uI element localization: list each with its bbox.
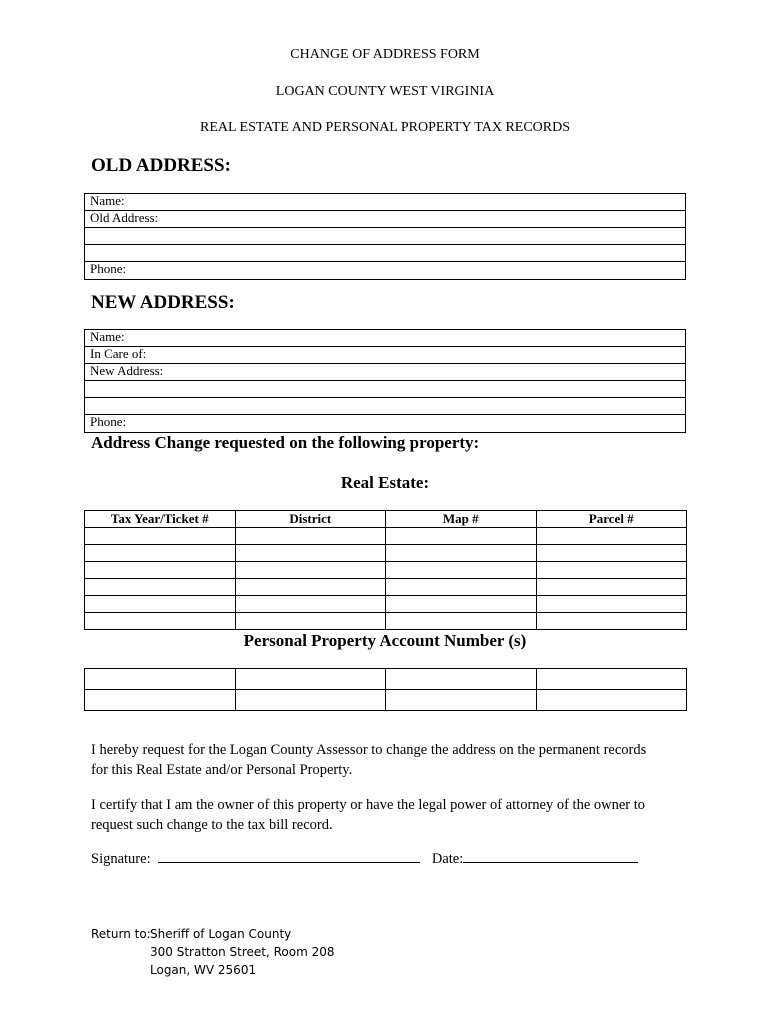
personal-property-cell[interactable] [386,690,537,711]
old-address-line-3[interactable] [85,245,685,262]
personal-property-cell[interactable] [386,669,537,690]
date-line[interactable] [463,849,638,863]
real-estate-cell[interactable] [85,528,236,545]
new-address-box [84,329,686,433]
table-row [85,596,687,613]
date-label: Date: [431,851,464,867]
return-address-line-1: Sheriff of Logan County [150,927,292,941]
column-header-tax-year: Tax Year/Ticket # [85,511,236,528]
real-estate-cell[interactable] [235,579,386,596]
real-estate-cell[interactable] [386,528,537,545]
real-estate-cell[interactable] [386,579,537,596]
real-estate-cell[interactable] [85,596,236,613]
real-estate-cell[interactable] [536,596,687,613]
real-estate-cell[interactable] [386,545,537,562]
real-estate-cell[interactable] [235,562,386,579]
table-row [85,562,687,579]
real-estate-cell[interactable] [85,579,236,596]
table-row [85,669,687,690]
column-header-district: District [235,511,386,528]
old-name-field[interactable]: Name: [85,194,685,211]
real-estate-cell[interactable] [386,613,537,630]
personal-property-table [84,668,687,711]
real-estate-cell[interactable] [536,613,687,630]
real-estate-cell[interactable] [536,562,687,579]
new-address-title: NEW ADDRESS: [91,292,235,313]
personal-property-cell[interactable] [536,690,687,711]
real-estate-cell[interactable] [85,545,236,562]
new-phone-field[interactable]: Phone: [90,414,127,429]
county-heading: LOGAN COUNTY WEST VIRGINIA [275,84,495,99]
real-estate-cell[interactable] [386,562,537,579]
table-row [85,579,687,596]
real-estate-cell[interactable] [235,528,386,545]
personal-property-cell[interactable] [85,690,236,711]
table-header-row [85,511,687,528]
real-estate-table [84,510,687,630]
signature-label: Signature: [91,851,151,867]
records-heading: REAL ESTATE AND PERSONAL PROPERTY TAX RECORDS [199,120,571,135]
real-estate-cell[interactable] [235,545,386,562]
column-header-map: Map # [386,511,537,528]
old-address-field[interactable]: Old Address: [85,211,685,228]
certify-statement-line-2: request such change to the tax bill record. [91,817,333,833]
old-address-title: OLD ADDRESS: [91,155,231,176]
old-address-box [84,193,686,280]
table-row [85,690,687,711]
return-address-line-3: Logan, WV 25601 [150,963,257,977]
personal-property-cell[interactable] [85,669,236,690]
personal-property-title: Personal Property Account Number (s) [243,631,527,650]
return-address-line-2: 300 Stratton Street, Room 208 [150,945,335,959]
real-estate-cell[interactable] [536,579,687,596]
old-phone-field[interactable]: Phone: [90,261,127,276]
signature-row [91,849,638,869]
return-to-label: Return to: [91,927,151,941]
table-row [85,545,687,562]
certify-statement-line-1: I certify that I am the owner of this property or have the legal power of attorney of the owner to [91,797,646,813]
old-address-line-2[interactable] [85,228,685,245]
request-statement-line-1: I hereby request for the Logan County Assessor to change the address on the permanent records [91,742,647,758]
signature-line[interactable] [158,849,420,863]
table-row [85,613,687,630]
property-heading: Address Change requested on the following property: [91,433,480,452]
real-estate-cell[interactable] [235,613,386,630]
in-care-of-field[interactable]: In Care of: [85,347,685,364]
real-estate-title: Real Estate: [340,473,430,492]
real-estate-cell[interactable] [536,528,687,545]
real-estate-cell[interactable] [85,562,236,579]
table-row [85,528,687,545]
form-title: CHANGE OF ADDRESS FORM [290,47,480,62]
personal-property-cell[interactable] [235,690,386,711]
new-address-field[interactable]: New Address: [85,364,685,381]
new-address-line-3[interactable] [85,398,685,415]
column-header-parcel: Parcel # [536,511,687,528]
personal-property-cell[interactable] [235,669,386,690]
real-estate-cell[interactable] [536,545,687,562]
new-address-line-2[interactable] [85,381,685,398]
real-estate-cell[interactable] [235,596,386,613]
personal-property-cell[interactable] [536,669,687,690]
real-estate-cell[interactable] [386,596,537,613]
request-statement-line-2: for this Real Estate and/or Personal Property. [91,762,353,778]
new-name-field[interactable]: Name: [85,330,685,347]
real-estate-cell[interactable] [85,613,236,630]
